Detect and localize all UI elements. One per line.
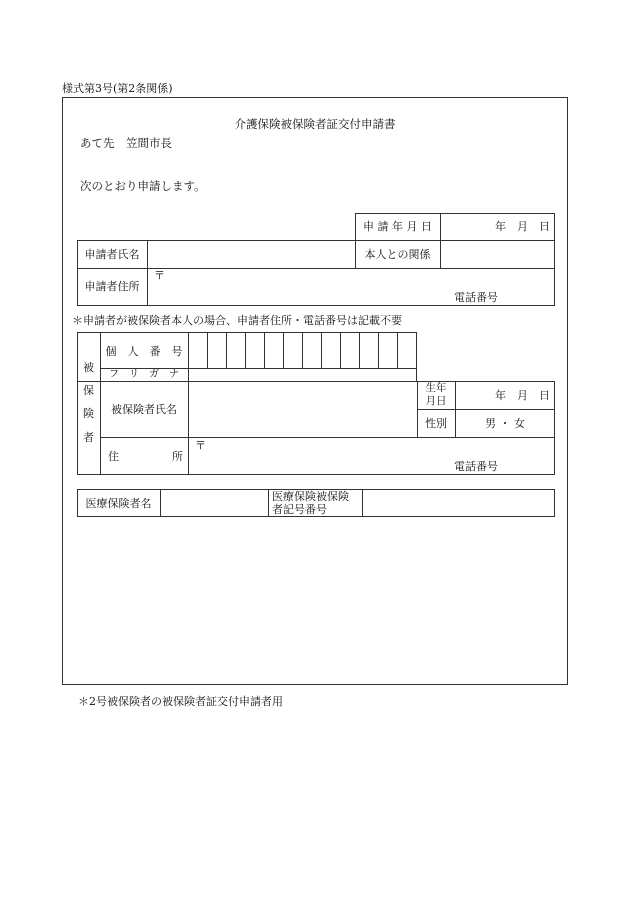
birth-label-line1: 生年 [425, 382, 447, 394]
insured-symbol-field[interactable] [363, 490, 554, 516]
personal-number-label: 個 人 番 号 [105, 345, 183, 358]
birth-label-line2: 月日 [425, 395, 447, 407]
insured-name-field[interactable] [189, 382, 416, 436]
application-date-label: 申 請 年 月 日 [363, 220, 432, 233]
insured-side-label-3: 険 [83, 407, 94, 420]
insured-address-field[interactable] [189, 438, 554, 474]
insured-side-label-4: 者 [83, 431, 94, 444]
sex-field[interactable]: 男 ・ 女 [485, 417, 525, 430]
relation-label: 本人との関係 [364, 248, 431, 261]
furigana-field[interactable] [189, 369, 416, 381]
applicant-name-label: 申請者氏名 [84, 248, 140, 261]
insured-side-label-1: 被 [83, 361, 94, 374]
application-date-field[interactable]: 年 月 日 [495, 220, 550, 233]
insured-name-label: 被保険者氏名 [111, 403, 177, 416]
insured-address-label-1: 住 [108, 450, 119, 463]
applicant-phone-label: 電話番号 [454, 291, 498, 304]
insured-side-label-2: 保 [83, 384, 94, 397]
form-number-label: 様式第3号(第2条関係) [62, 82, 173, 95]
postal-mark: 〒 [154, 269, 165, 282]
footer-note: ＊2号被保険者の被保険者証交付申請者用 [78, 695, 283, 708]
intro-text: 次のとおり申請します。 [80, 179, 206, 193]
relation-field[interactable] [441, 241, 554, 267]
applicant-note: ＊申請者が被保険者本人の場合、申請者住所・電話番号は記載不要 [72, 314, 402, 327]
insurer-name-label: 医療保険者名 [85, 497, 152, 510]
applicant-name-field[interactable] [148, 241, 354, 267]
sex-label: 性別 [425, 417, 447, 430]
personal-number-field[interactable] [189, 333, 416, 367]
addressee: あて先 笠間市長 [80, 136, 172, 150]
insured-phone-label: 電話番号 [454, 460, 498, 473]
insurer-name-field[interactable] [161, 490, 267, 516]
birth-date-field[interactable]: 年 月 日 [495, 389, 550, 402]
insured-address-label-2: 所 [172, 450, 183, 463]
applicant-address-label: 申請者住所 [84, 280, 140, 293]
insured-symbol-label-line1: 医療保険被保険 [272, 490, 349, 503]
insured-symbol-label-line2: 者記号番号 [272, 503, 327, 516]
insured-postal-mark: 〒 [195, 439, 206, 452]
form-title: 介護保険被保険者証交付申請書 [234, 117, 396, 131]
furigana-label: フ リ ガ ナ [109, 369, 179, 380]
